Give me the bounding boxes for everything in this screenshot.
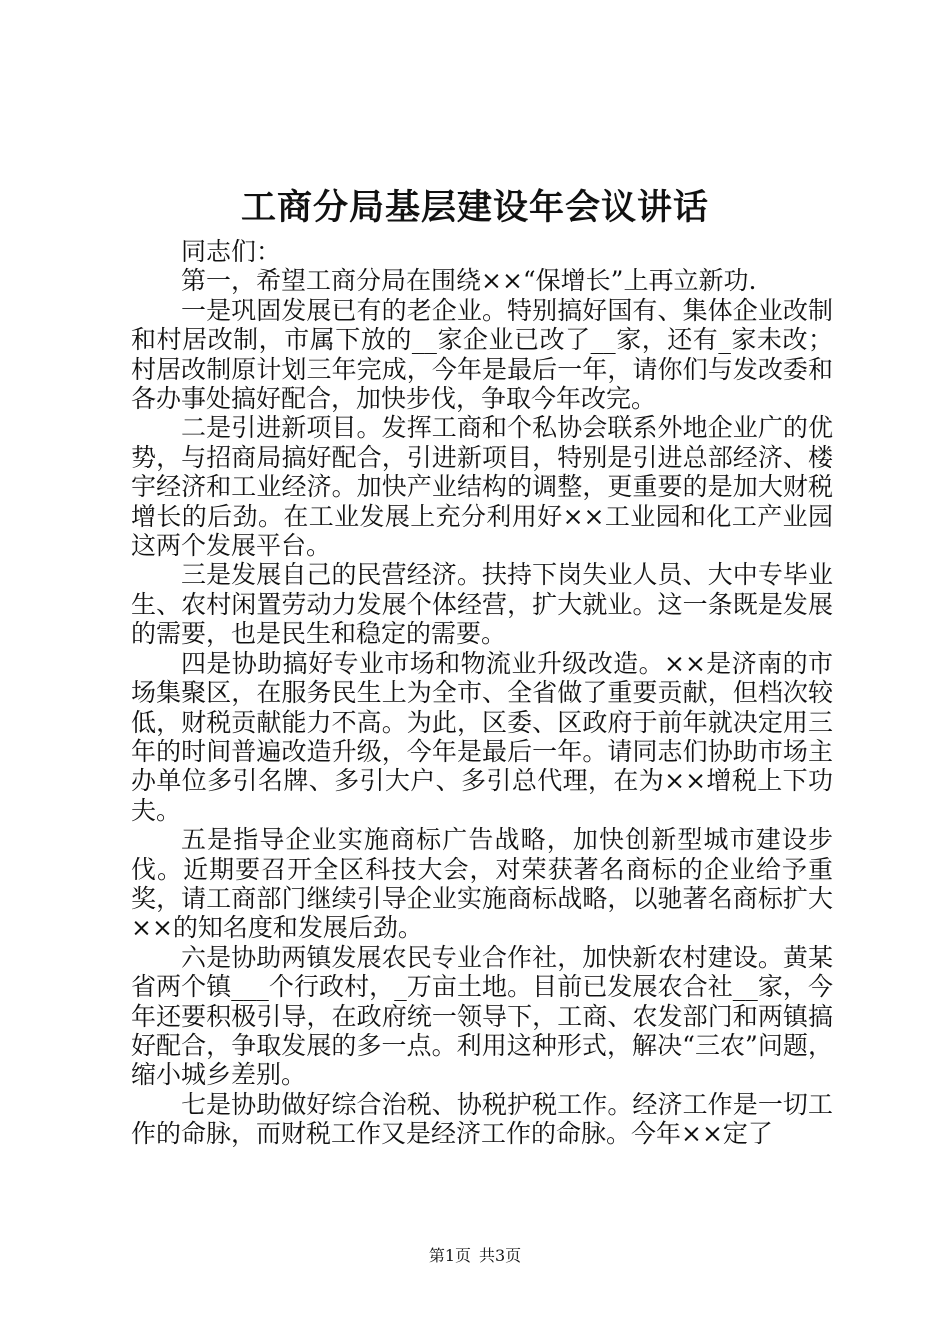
body-paragraph: 二是引进新项目。发挥工商和个私协会联系外地企业广的优势，与招商局搞好配合，引进新项目，特别是引进总部经济、楼宇经济和工业经济。加快产业结构的调整，更重要的是加大财税增长的后劲。在工业发展上充分利用好××工业园和化工产业园这两个发展平台。	[131, 413, 833, 561]
page-total: 共3页	[479, 1246, 522, 1265]
body-paragraph: 六是协助两镇发展农民专业合作社，加快新农村建设。黄某省两个镇___个行政村，_万亩土地。目前已发展农合社__家，今年还要积极引导，在政府统一领导下，工商、农发部门和两镇搞好配合，争取发展的多一点。利用这种形式，解决“三农”问题，缩小城乡差别。	[131, 942, 833, 1090]
page-footer	[0, 1245, 950, 1267]
body-paragraph: 七是协助做好综合治税、协税护税工作。经济工作是一切工作的命脉，而财税工作又是经济工作的命脉。今年××定了	[131, 1089, 833, 1149]
body-paragraph: 三是发展自己的民营经济。扶持下岗失业人员、大中专毕业生、农村闲置劳动力发展个体经营，扩大就业。这一条既是发展的需要，也是民生和稳定的需要。	[131, 560, 833, 649]
document-title: 工商分局基层建设年会议讲话	[240, 188, 709, 228]
document-body	[131, 237, 833, 1149]
body-paragraph: 第一，希望工商分局在围绕××“保增长”上再立新功.	[181, 266, 757, 296]
body-paragraph: 四是协助搞好专业市场和物流业升级改造。××是济南的市场集聚区，在服务民生上为全市、全省做了重要贡献，但档次较低，财税贡献能力不高。为此，区委、区政府于前年就决定用三年的时间普遍改造升级，今年是最后一年。请同志们协助市场主办单位多引名牌、多引大户、多引总代理，在为××增税上下功夫。	[131, 648, 833, 825]
salutation-paragraph: 同志们：	[181, 237, 282, 266]
body-paragraph: 一是巩固发展已有的老企业。特别搞好国有、集体企业改制和村居改制，市属下放的__家企业已改了__家，还有_家未改；村居改制原计划三年完成，今年是最后一年，请你们与发改委和各办事处搞好配合，加快步伐，争取今年改完。	[131, 295, 833, 414]
page-number: 第1页	[428, 1246, 471, 1265]
body-paragraph: 五是指导企业实施商标广告战略，加快创新型城市建设步伐。近期要召开全区科技大会，对荣获著名商标的企业给予重奖，请工商部门继续引导企业实施商标战略，以驰著名商标扩大××的知名度和发展后劲。	[131, 825, 833, 943]
